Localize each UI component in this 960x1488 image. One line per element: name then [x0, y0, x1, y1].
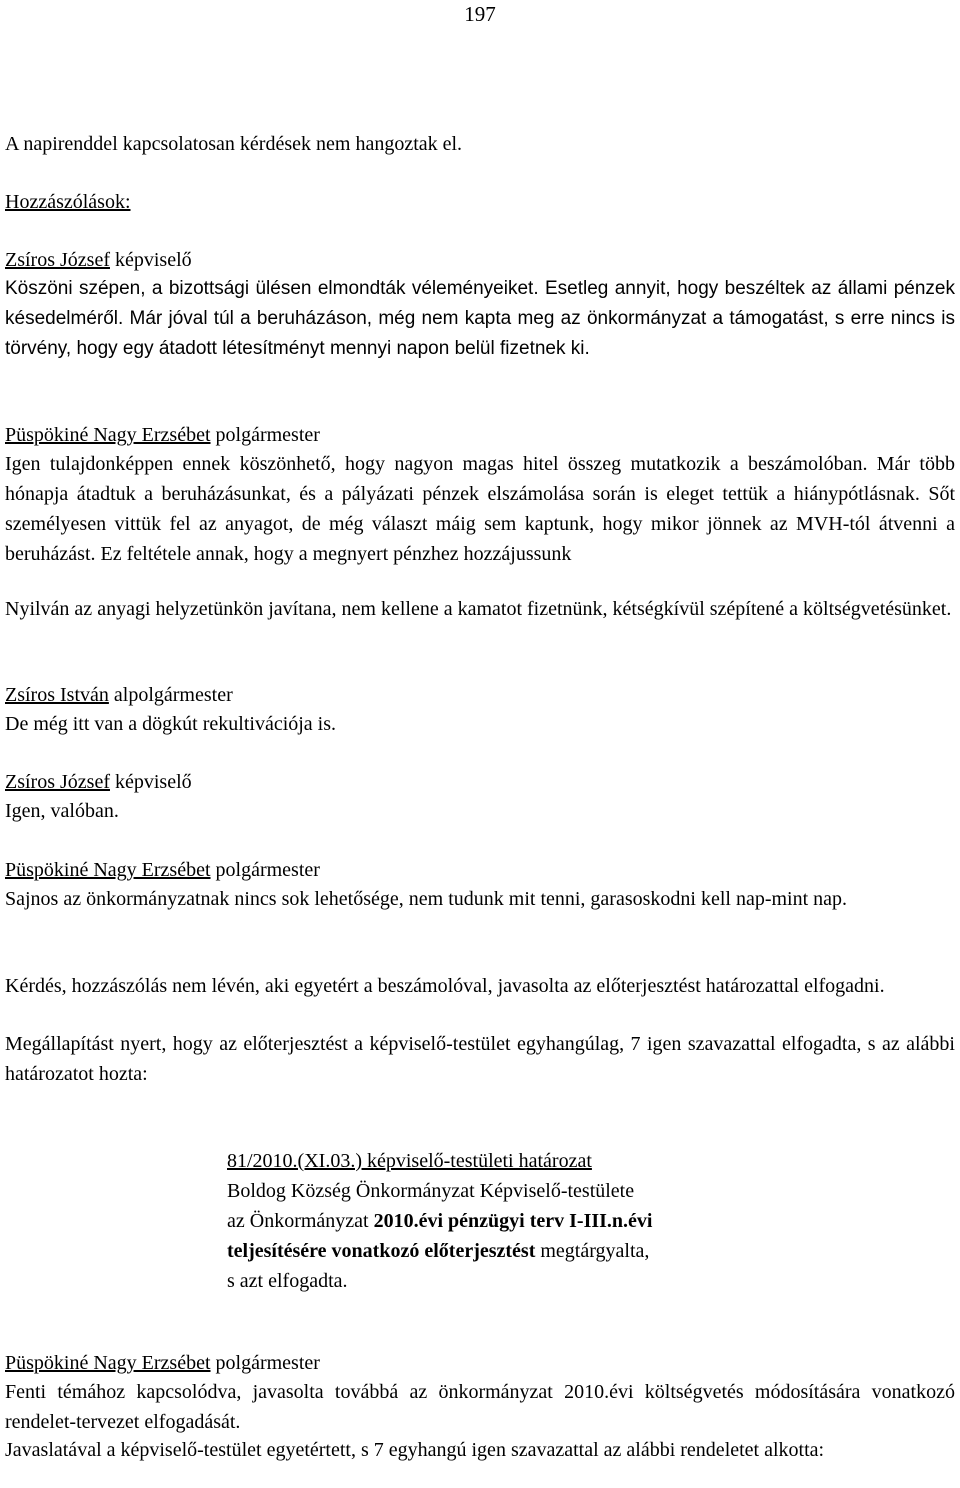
speaker-name: Püspökiné Nagy Erzsébet: [5, 1352, 211, 1374]
resolution-body-line: Boldog Község Önkormányzat Képviselő-testülete: [227, 1180, 635, 1202]
speech-text: Igen, valóban.: [5, 800, 119, 822]
resolution-text: az Önkormányzat: [227, 1210, 374, 1232]
speech-text: De még itt van a dögkút rekultivációja is.: [5, 713, 337, 735]
speech-text: Sajnos az önkormányzatnak nincs sok lehetősége, nem tudunk mit tenni, garasoskodni kell nap-mint nap.: [5, 888, 848, 910]
vote-question: Kérdés, hozzászólás nem lévén, aki egyetért a beszámolóval, javasolta az előterjesztést határozattal elfogadni.: [5, 975, 885, 997]
speaker-name: Zsíros József: [5, 249, 110, 271]
resolution-body-line: [227, 1206, 787, 1236]
speaker-role: képviselő: [109, 249, 192, 271]
speaker-role: képviselő: [109, 771, 192, 793]
speech-text: Igen tulajdonképpen ennek köszönhető, hogy nagyon magas hitel összeg mutatkozik a beszámolóban. Már több hónapja átadtuk a beruházásunkat, és a pályázati pénzek elszámolása során is eleget tettük a hiánypótlásnak. Sőt személyesen vittük fel az anyagot, de még választ máig sem kaptunk, hogy mikor jönnek az MVH-tól átvenni a beruházást. Ez feltétele annak, hogy a megnyert pénzhez hozzájussunk: [5, 453, 955, 565]
section-heading: Hozzászólások:: [5, 191, 131, 213]
speaker-role: polgármester: [210, 859, 320, 881]
speech-text: Fenti témához kapcsolódva, javasolta továbbá az önkormányzat 2010.évi költségvetés módosítására vonatkozó rendelet-tervezet elfogadását.: [5, 1381, 955, 1433]
speaker-line: [5, 680, 233, 710]
resolution-title: 81/2010.(XI.03.) képviselő-testületi határozat: [227, 1150, 592, 1172]
resolution-body-line: s azt elfogadta.: [227, 1270, 348, 1292]
resolution-body-line: [227, 1236, 787, 1266]
speaker-role: polgármester: [210, 1352, 320, 1374]
resolution-block: [227, 1146, 787, 1296]
resolution-text: megtárgyalta,: [535, 1240, 650, 1262]
resolution-bold-text: 2010.évi pénzügyi terv I-III.n.évi: [373, 1210, 653, 1232]
vote-result: Megállapítást nyert, hogy az előterjesztést a képviselő-testület egyhangúlag, 7 igen szavazattal elfogadta, s az alábbi határozatot hozta:: [5, 1033, 955, 1085]
speech-text-continued: Nyilván az anyagi helyzetünkön javítana, nem kellene a kamatot fizetnünk, kétségkívül szépítené a költségvetésünket.: [5, 598, 952, 620]
intro-text: A napirenddel kapcsolatosan kérdések nem hangoztak el.: [5, 133, 463, 155]
speaker-name: Zsíros József: [5, 771, 110, 793]
speaker-line: [5, 1348, 320, 1378]
speaker-role: alpolgármester: [108, 684, 233, 706]
speaker-line: [5, 420, 320, 450]
speaker-role: polgármester: [210, 424, 320, 446]
speaker-line: [5, 767, 192, 797]
speaker-name: Püspökiné Nagy Erzsébet: [5, 424, 211, 446]
speaker-line: [5, 855, 320, 885]
resolution-bold-text: teljesítésére vonatkozó előterjesztést: [227, 1240, 536, 1262]
speaker-name: Püspökiné Nagy Erzsébet: [5, 859, 211, 881]
speaker-name: Zsíros István: [5, 684, 109, 706]
page-number: 197: [464, 2, 496, 26]
speech-text-continued: Javaslatával a képviselő-testület egyetértett, s 7 egyhangú igen szavazattal az alábbi rendeletet alkotta:: [5, 1439, 825, 1461]
speech-text: Köszöni szépen, a bizottsági ülésen elmondták véleményeiket. Esetleg annyit, hogy beszéltek az állami pénzek késedelméről. Már jóval túl a beruházáson, még nem kapta meg az önkormányzat a támogatást, s erre nincs is törvény, hogy egy átadott létesítményt mennyi napon belül fizetnek ki.: [5, 278, 955, 359]
speaker-line: [5, 245, 192, 275]
